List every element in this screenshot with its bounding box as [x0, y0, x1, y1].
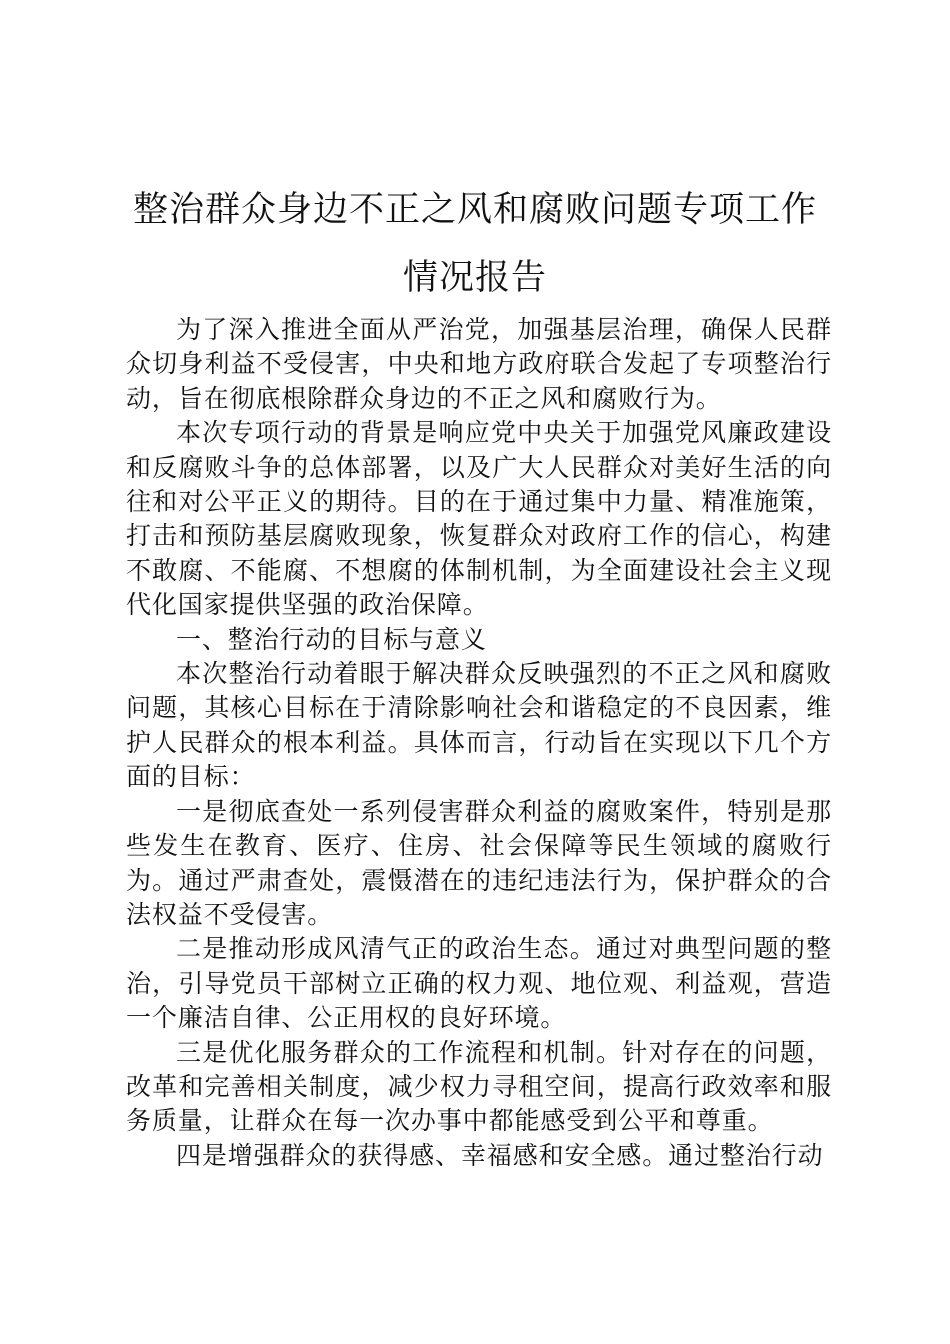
- paragraph-goal-two: 二是推动形成风清气正的政治生态。通过对典型问题的整治，引导党员干部树立正确的权力观、地位观、利益观，营造一个廉洁自律、公正用权的良好环境。: [126, 934, 832, 1033]
- paragraph-background: 本次专项行动的背景是响应党中央关于加强党风廉政建设和反腐败斗争的总体部署，以及广大人民群众对美好生活的向往和对公平正义的期待。目的在于通过集中力量、精准施策，打击和预防基层腐败现象，恢复群众对政府工作的信心，构建不敢腐、不能腐、不想腐的体制机制，为全面建设社会主义现代化国家提供坚强的政治保障。: [126, 418, 832, 620]
- section-heading-goals: 一、整治行动的目标与意义: [176, 624, 487, 654]
- document-body: [126, 313, 832, 1173]
- paragraph-goal-three: 三是优化服务群众的工作流程和机制。针对存在的问题，改革和完善相关制度，减少权力寻租空间，提高行政效率和服务质量，让群众在每一次办事中都能感受到公平和尊重。: [126, 1037, 832, 1136]
- paragraph-goal-one: 一是彻底查处一系列侵害群众利益的腐败案件，特别是那些发生在教育、医疗、住房、社会保障等民生领域的腐败行为。通过严肃查处，震慑潜在的违纪违法行为，保护群众的合法权益不受侵害。: [126, 796, 832, 929]
- paragraph-goals-overview: 本次整治行动着眼于解决群众反映强烈的不正之风和腐败问题，其核心目标在于清除影响社会和谐稳定的不良因素，维护人民群众的根本利益。具体而言，行动旨在实现以下几个方面的目标：: [126, 659, 832, 792]
- document-title-line-1: 整治群众身边不正之风和腐败问题专项工作: [132, 190, 817, 230]
- document-title-line-2: 情况报告: [402, 258, 547, 298]
- paragraph-goal-four: 四是增强群众的获得感、幸福感和安全感。通过整治行动: [176, 1140, 824, 1170]
- paragraph-intro: 为了深入推进全面从严治党，加强基层治理，确保人民群众切身利益不受侵害，中央和地方政府联合发起了专项整治行动，旨在彻底根除群众身边的不正之风和腐败行为。: [126, 315, 832, 413]
